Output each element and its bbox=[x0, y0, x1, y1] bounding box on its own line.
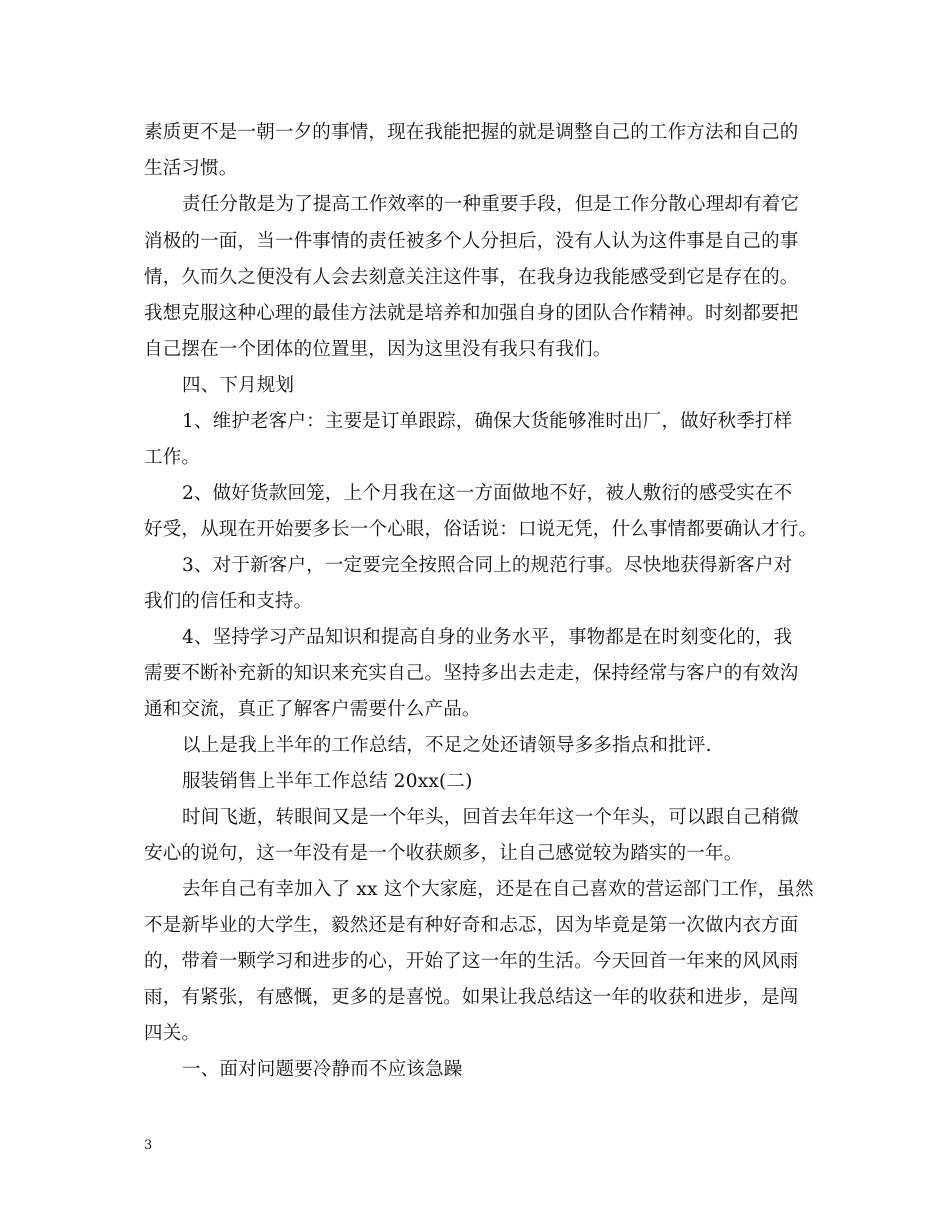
text-line: 3、对于新客户，一定要完全按照合同上的规范行事。尽快地获得新客户对 bbox=[182, 555, 793, 576]
text-line: 雨，有紧张，有感慨，更多的是喜悦。如果让我总结这一年的收获和进步，是闯 bbox=[144, 987, 799, 1008]
text-line: 工作。 bbox=[144, 447, 201, 468]
text-line: 责任分散是为了提高工作效率的一种重要手段，但是工作分散心理却有着它 bbox=[182, 194, 800, 215]
text-line: 我想克服这种心理的最佳方法就是培养和加强自身的团队合作精神。时刻都要把 bbox=[144, 303, 799, 324]
page-number: 3 bbox=[144, 1138, 153, 1153]
text-line: 情，久而久之便没有人会去刻意关注这件事，在我身边我能感受到它是存在的。 bbox=[144, 267, 799, 288]
text-line: 以上是我上半年的工作总结，不足之处还请领导多多指点和批评. bbox=[182, 735, 712, 756]
text-line: 时间飞逝，转眼间又是一个年头，回首去年年这一个年头，可以跟自己稍微 bbox=[182, 807, 800, 828]
text-line: 不是新毕业的大学生，毅然还是有种好奇和忐忑，因为毕竟是第一次做内衣方面 bbox=[144, 915, 799, 936]
section-heading: 服装销售上半年工作总结 20xx(二) bbox=[182, 771, 473, 792]
text-line: 通和交流，真正了解客户需要什么产品。 bbox=[144, 699, 481, 720]
text-line: 安心的说句，这一年没有是一个收获颇多，让自己感觉较为踏实的一年。 bbox=[144, 843, 743, 864]
text-line: 消极的一面，当一件事情的责任被多个人分担后，没有人认为这件事是自己的事 bbox=[144, 231, 799, 252]
text-line: 素质更不是一朝一夕的事情，现在我能把握的就是调整自己的工作方法和自己的 bbox=[144, 122, 799, 143]
text-line: 我们的信任和支持。 bbox=[144, 591, 313, 612]
text-line: 需要不断补充新的知识来充实自己。坚持多出去走走，保持经常与客户的有效沟 bbox=[144, 663, 799, 684]
text-line: 4、坚持学习产品知识和提高自身的业务水平，事物都是在时刻变化的，我 bbox=[182, 627, 793, 648]
text-line: 去年自己有幸加入了 xx 这个大家庭，还是在自己喜欢的营运部门工作，虽然 bbox=[182, 879, 814, 900]
text-line: 的，带着一颗学习和进步的心，开始了这一年的生活。今天回首一年来的风风雨 bbox=[144, 951, 799, 972]
text-line: 1、维护老客户：主要是订单跟踪，确保大货能够准时出厂，做好秋季打样 bbox=[182, 411, 793, 432]
text-line: 好受，从现在开始要多长一个心眼，俗话说：口说无凭，什么事情都要确认才行。 bbox=[144, 519, 818, 540]
text-line: 2、做好货款回笼，上个月我在这一方面做地不好，被人敷衍的感受实在不 bbox=[182, 483, 793, 504]
text-line: 四关。 bbox=[144, 1023, 201, 1044]
section-heading: 一、面对问题要冷静而不应该急躁 bbox=[182, 1059, 463, 1080]
section-heading: 四、下月规划 bbox=[182, 375, 295, 396]
text-line: 自己摆在一个团体的位置里，因为这里没有我只有我们。 bbox=[144, 339, 612, 360]
text-line: 生活习惯。 bbox=[144, 158, 238, 179]
